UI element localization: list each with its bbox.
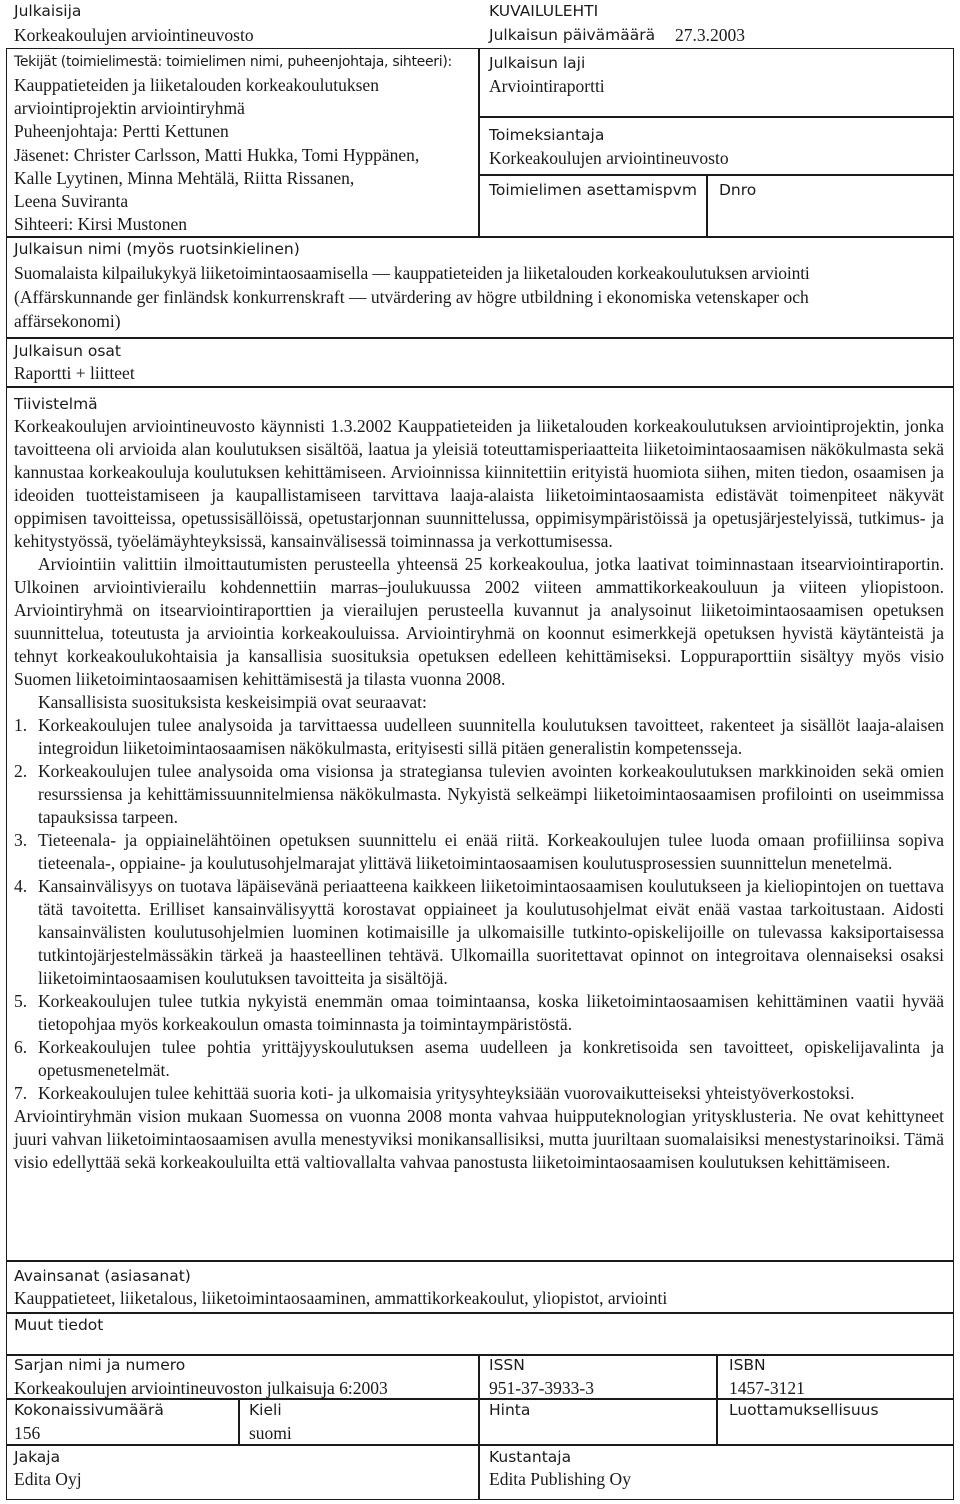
authors-line: arviointiprojektin arviointiryhmä — [14, 98, 245, 118]
abstract-paragraph: Kansallisista suosituksista keskeisimpiä ovat seuraavat: — [38, 692, 427, 712]
authors-line: Kalle Lyytinen, Minna Mehtälä, Riitta Rissanen, — [14, 168, 355, 188]
authors-line: Jäsenet: Christer Carlsson, Matti Hukka, Tomi Hyppänen, — [14, 145, 420, 165]
pages-value: 156 — [14, 1423, 41, 1443]
issn-label: ISSN — [489, 1356, 525, 1374]
distributor-label: Jakaja — [14, 1448, 61, 1466]
confidentiality-label: Luottamuksellisuus — [729, 1401, 879, 1419]
other-box — [6, 1312, 954, 1356]
dnro-label: Dnro — [719, 181, 757, 199]
distributor-value: Edita Oyj — [14, 1469, 82, 1489]
publisher-print-value: Edita Publishing Oy — [489, 1469, 631, 1489]
pub-type-value: Arviointiraportti — [489, 76, 605, 96]
authors-line: Sihteeri: Kirsi Mustonen — [14, 214, 188, 234]
keywords-value: Kauppatieteet, liiketalous, liiketoimintaosaaminen, ammattikorkeakoulut, yliopistot, arviointi — [14, 1288, 668, 1308]
price-label: Hinta — [489, 1401, 531, 1419]
title-line: Suomalaista kilpailukykyä liiketoimintaosaamisella — kauppatieteiden ja liiketalouden korkeakoulutuksen arviointi — [14, 263, 810, 283]
date-value: 27.3.2003 — [675, 25, 745, 45]
abstract-body — [14, 415, 944, 1174]
recommendation-item: 1. Korkeakoulujen tulee analysoida ja tarvittaessa uudelleen suunnitella koulutuksen tavoitteet, rakenteet ja sisällöt laaja-alaisen integroidun liiketoimintaosaamisen näkökulmasta, erityisesti sillä pitäen generalistin kompetensseja. — [14, 715, 944, 758]
keywords-label: Avainsanat (asiasanat) — [14, 1267, 191, 1285]
recommendation-item: 3. Tieteenala- ja oppiainelähtöinen opetuksen suunnittelu ei enää riitä. Korkeakoulujen tulee luoda omaan profiiliinsa sopiva tieteenala-, oppiaine- ja koulutusohjelmarajat ylittävä liiketoimintaosaamisen koulutusprosessien suunnittelun menetelmä. — [14, 830, 944, 873]
commissioner-label: Toimeksiantaja — [489, 126, 605, 144]
language-value: suomi — [249, 1423, 292, 1443]
recommendation-item: 4. Kansainvälisyys on tuotava läpäisevänä periaatteena kaikkeen liiketoimintaosaamisen koulutukseen ja kieliopintojen on tuettava tätä tavoitetta. Erilliset kansainvälisyyttä korostavat oppiaineet ja koulutusohjelmat eivät enää vastaa tarkoitustaan. Aidosti kansainvälisten koulutusohjelmien luominen kotimaisille ja ulkomaisille tutkinto-opiskelijoille on tulevassa kaksiportaisessa tutkintojärjestelmässäkin tärkeä ja haasteellinen tehtävä. Ulkomailla suoritettavat opinnot on integroitava olennaiseksi osaksi liiketoimintaosaamisen koulutuksen tavoitteita ja sisältöjä. — [14, 876, 944, 988]
recommendation-item: 7. Korkeakoulujen tulee kehittää suoria koti- ja ulkomaisia yritysyhteyksiään vuorovaikutteiseksi yhteistyöverkostoksi. — [14, 1083, 855, 1103]
date-label: Julkaisun päivämäärä — [489, 26, 656, 44]
publisher-value: Korkeakoulujen arviointineuvosto — [14, 25, 254, 45]
title-line: (Affärskunnande ger finländsk konkurrenskraft — utvärdering av högre utbildning i ekonomiska vetenskaper och — [14, 287, 809, 307]
isbn-value: 1457-3121 — [729, 1378, 805, 1398]
title-label: Julkaisun nimi (myös ruotsinkielinen) — [14, 240, 300, 258]
other-label: Muut tiedot — [14, 1316, 104, 1334]
publisher-print-label: Kustantaja — [489, 1448, 572, 1466]
appointed-label: Toimielimen asettamispvm — [489, 181, 697, 199]
pub-type-label: Julkaisun laji — [489, 54, 586, 72]
pages-label: Kokonaissivumäärä — [14, 1401, 164, 1419]
authors-label: Tekijät (toimielimestä: toimielimen nimi, puheenjohtaja, sihteeri): — [14, 54, 452, 70]
abstract-paragraph: Korkeakoulujen arviointineuvosto käynnisti 1.3.2002 Kauppatieteiden ja liiketalouden korkeakoulutuksen arviointiprojektin, jonka tavoitteena oli arvioida alan koulutuksen sisältöä, laatua ja yleisiä toteuttamisperiaatteita liiketoimintaosaamisen näkökulmasta sekä kannustaa korkeakouluja koulutuksen kehittämiseen. Arvioinnissa kiinnitettiin erityistä huomiota siihen, miten tiedon, osaamisen ja ideoiden tuotteistamiseen ja kaupallistamiseen tarvittava laaja-alaista liiketoimintaosaamista edistävät toimenpiteet näkyvät oppimisen tavoitteissa, opetussisällöissä, opetustarjonnan suunnittelussa, oppimisympäristöissä ja opetusjärjestelyissä, tutkimus- ja kehitystyössä, työelämäyhteyksissä, kansainvälisessä toiminnassa ja verkottumisessa. — [14, 416, 944, 551]
recommendation-item: 6. Korkeakoulujen tulee pohtia yrittäjyyskoulutuksen asema uudelleen ja konkretisoida sen tavoitteet, opiskelijavalinta ja opetusmenetelmät. — [14, 1037, 944, 1080]
publisher-label: Julkaisija — [14, 2, 82, 20]
language-label: Kieli — [249, 1401, 282, 1419]
doc-type-label: KUVAILULEHTI — [489, 2, 599, 20]
parts-box — [6, 337, 954, 388]
series-label: Sarjan nimi ja numero — [14, 1356, 186, 1374]
abstract-paragraph: Arviointiryhmän vision mukaan Suomessa on vuonna 2008 monta vahvaa huipputeknologian yritysklusteria. Ne ovat kehittyneet juuri vahvan liiketoimintaosaamisen avulla menestyviksi monikansallisiksi, mutta juuriltaan suomalaisiksi menestystarinoiksi. Tämä visio edellyttää sekä korkeakouluilta että valtiovallalta vahvaa panostusta liiketoimintaosaamisen koulutuksen kehittämiseen. — [14, 1106, 944, 1172]
parts-value: Raportti + liitteet — [14, 363, 135, 383]
series-value: Korkeakoulujen arviointineuvoston julkaisuja 6:2003 — [14, 1378, 388, 1398]
issn-value: 951-37-3933-3 — [489, 1378, 594, 1398]
authors-line: Kauppatieteiden ja liiketalouden korkeakoulutuksen — [14, 75, 379, 95]
recommendation-item: 2. Korkeakoulujen tulee analysoida oma visionsa ja strategiansa tulevien avointen korkeakoulutuksen markkinoiden sekä omien resurssiensa ja kehittämissuunnitelmiensa näkökulmasta. Nykyistä selkeämpi liiketoimintaosaamisen profilointi on useimmissa tapauksissa tarpeen. — [14, 761, 944, 827]
parts-label: Julkaisun osat — [14, 342, 121, 360]
recommendation-item: 5. Korkeakoulujen tulee tutkia nykyistä enemmän omaa toimintaansa, koska liiketoimintaosaamisen kehittäminen vaatii hyvää tietopohjaa myös korkeakoulun omasta toiminnasta ja toimintaympäristöstä. — [14, 991, 944, 1034]
abstract-label: Tiivistelmä — [14, 395, 98, 413]
authors-line: Leena Suviranta — [14, 191, 129, 211]
commissioner-value: Korkeakoulujen arviointineuvosto — [489, 148, 729, 168]
abstract-paragraph: Arviointiin valittiin ilmoittautumisten perusteella yhteensä 25 korkeakoulua, jotka laativat toiminnastaan itsearviointiraportin. Ulkoinen arviointivierailu kohdennettiin marras–joulukuussa 2002 viiteen ammattikorkeakouluun ja viiteen yliopistoon. Arviointiryhmä on itsearviointiraporttien ja vierailujen perusteella kuvannut ja analysoinut liiketoimintaosaamisen opetuksen suunnittelua, toteutusta ja arviointia korkeakouluissa. Arviointiryhmä on koonnut esimerkkejä opetuksen hyvistä käytänteistä ja tehnyt korkeakoulukohtaisia ja kansallisia suosituksia opetuksen edelleen kehittämiseksi. Loppuraporttiin sisältyy myös visio Suomen liiketoimintaosaamisen kehittämisestä ja tilasta vuonna 2008. — [14, 554, 944, 689]
isbn-label: ISBN — [729, 1356, 766, 1374]
title-line: affärsekonomi) — [14, 311, 121, 331]
authors-line: Puheenjohtaja: Pertti Kettunen — [14, 121, 229, 141]
